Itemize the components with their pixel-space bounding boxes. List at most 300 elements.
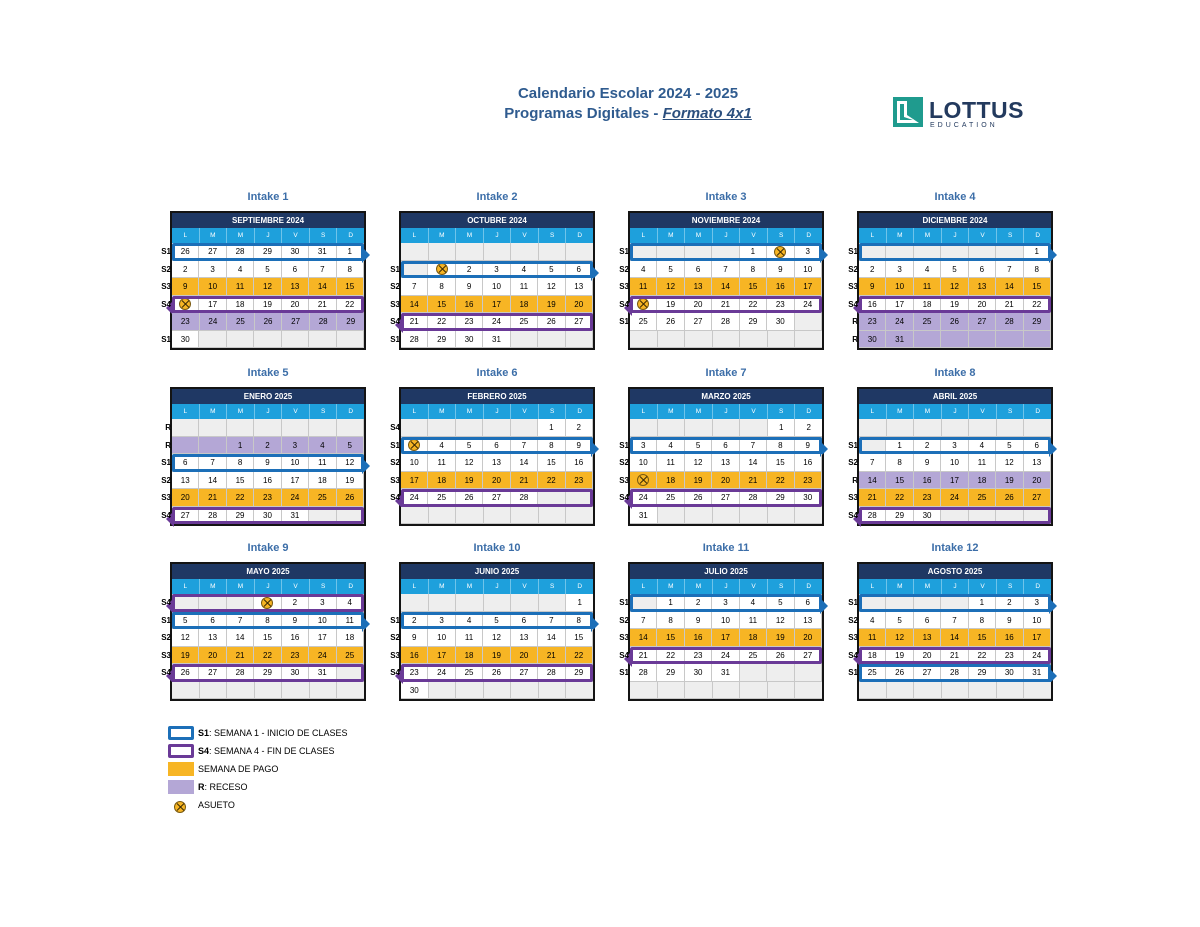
week-row [401, 594, 593, 612]
weekday-label: V [282, 579, 310, 594]
day-cell: 4 [309, 437, 336, 455]
day-cell: 24 [886, 313, 913, 331]
day-cell: 19 [685, 472, 712, 490]
week-label: S1 [848, 440, 858, 450]
day-cell: 23 [566, 472, 593, 490]
day-cell [282, 331, 309, 349]
weekday-label: D [1035, 583, 1041, 590]
weekday-label: S [768, 579, 796, 594]
week-row [619, 313, 822, 331]
day-cell [337, 331, 364, 349]
day-cell: 15 [428, 296, 455, 314]
day-cell: 13 [795, 612, 822, 630]
month-header: FEBRERO 2025 [401, 389, 593, 404]
weekday-header [859, 404, 1051, 419]
day-cell: 10 [483, 278, 510, 296]
weekday-label: L [401, 404, 429, 419]
day-cell: 26 [886, 664, 913, 682]
day-cell [254, 419, 281, 437]
logo-subtitle: EDUCATION [930, 122, 998, 129]
asueto-day [172, 296, 199, 314]
week-label: S2 [848, 458, 858, 467]
intake-title: Intake 10 [473, 542, 521, 554]
day-cell: 12 [172, 629, 199, 647]
day-cell: 30 [401, 682, 429, 700]
day-cell: 29 [566, 664, 593, 682]
day-cell [199, 594, 226, 612]
day-cell [740, 682, 768, 700]
asueto-day [401, 437, 428, 455]
week-row [630, 331, 822, 349]
day-cell: 4 [740, 594, 767, 612]
weekday-label: V [511, 404, 539, 419]
lottus-logo [893, 97, 1033, 131]
day-cell: 30 [172, 331, 199, 349]
day-cell [859, 419, 887, 437]
week-row [852, 313, 1051, 331]
day-cell [859, 243, 886, 261]
week-row [390, 419, 593, 437]
day-cell: 6 [969, 261, 996, 279]
day-cell: 7 [941, 612, 968, 630]
weekday-header [172, 228, 364, 243]
legend-key: S1 [198, 728, 210, 738]
legend-item [168, 778, 348, 796]
day-cell: 19 [767, 629, 794, 647]
asueto-day [428, 261, 455, 279]
weekday-label: L [859, 579, 887, 594]
day-cell: 24 [309, 647, 336, 665]
weekday-label: S [768, 404, 796, 419]
day-cell: 25 [859, 664, 886, 682]
day-cell: 4 [456, 612, 483, 630]
day-cell [969, 682, 997, 700]
day-cell: 7 [227, 612, 254, 630]
week-label: S1 [619, 247, 629, 256]
logo-name: LOTTUS [929, 97, 1024, 123]
day-cell: 5 [685, 437, 712, 455]
day-cell [768, 682, 796, 700]
day-cell: 6 [172, 454, 199, 472]
intake-title: Intake 11 [702, 542, 750, 554]
day-cell: 7 [740, 437, 767, 455]
day-cell: 19 [538, 296, 565, 314]
day-cell [172, 437, 199, 455]
day-cell: 3 [712, 594, 739, 612]
week-row [848, 594, 1051, 612]
day-cell: 31 [630, 507, 658, 525]
month-grid [848, 562, 1053, 701]
month-grid [848, 211, 1053, 350]
day-cell: 5 [767, 594, 794, 612]
day-cell: 13 [199, 629, 226, 647]
day-cell: 19 [996, 472, 1023, 490]
day-cell: 18 [914, 296, 941, 314]
week-label: S1 [619, 440, 629, 450]
day-cell: 10 [886, 278, 913, 296]
week-label: S3 [619, 633, 629, 642]
day-cell [282, 419, 309, 437]
day-cell [942, 419, 970, 437]
day-cell: 23 [282, 647, 309, 665]
day-cell: 23 [914, 489, 941, 507]
day-cell: 25 [969, 489, 996, 507]
weekday-label: V [282, 228, 310, 243]
week-label: S2 [161, 633, 171, 642]
day-cell: 6 [1024, 437, 1051, 455]
week-label: S4 [619, 299, 629, 309]
day-cell: 21 [740, 472, 767, 490]
day-cell: 28 [227, 243, 254, 261]
week-label: S4 [848, 510, 858, 520]
week-row [390, 454, 593, 472]
day-cell: 23 [859, 313, 886, 331]
day-cell [309, 331, 336, 349]
day-cell: 25 [740, 647, 767, 665]
day-cell [795, 682, 822, 700]
week-label: S3 [161, 493, 171, 502]
day-cell: 27 [795, 647, 822, 665]
subtitle-format: Formato 4x1 [662, 105, 752, 122]
weekday-label: V [969, 579, 997, 594]
legend-swatch-pago [168, 762, 194, 776]
week-row [161, 612, 364, 630]
day-cell: 16 [282, 629, 309, 647]
day-cell: 13 [1024, 454, 1051, 472]
day-cell: 3 [630, 437, 657, 455]
week-label: S4 [161, 510, 171, 520]
day-cell: 8 [767, 437, 794, 455]
week-row [848, 454, 1051, 472]
day-cell: 28 [511, 489, 538, 507]
week-label: S3 [619, 475, 629, 485]
week-label: R [165, 423, 171, 432]
day-cell: 5 [172, 612, 199, 630]
day-cell: 25 [630, 313, 657, 331]
day-cell: 11 [914, 278, 941, 296]
day-cell: 13 [282, 278, 309, 296]
day-cell: 30 [456, 331, 483, 349]
day-cell: 19 [483, 647, 510, 665]
day-cell [199, 437, 226, 455]
day-cell: 10 [428, 629, 455, 647]
day-cell: 22 [767, 472, 794, 490]
day-cell: 7 [538, 612, 565, 630]
day-cell: 30 [685, 664, 712, 682]
weekday-label: M [914, 404, 942, 419]
day-cell [969, 331, 996, 349]
day-cell: 7 [712, 261, 739, 279]
day-cell: 2 [795, 419, 822, 437]
day-cell [630, 331, 658, 349]
day-cell: 30 [795, 489, 822, 507]
day-cell [539, 594, 567, 612]
asueto-icon [174, 801, 186, 813]
day-cell: 6 [566, 261, 593, 279]
day-cell: 20 [1024, 472, 1051, 490]
day-cell: 15 [886, 472, 913, 490]
day-cell: 14 [712, 278, 739, 296]
week-label: S4 [161, 668, 171, 677]
day-cell: 3 [886, 261, 913, 279]
day-cell [429, 594, 457, 612]
day-cell: 10 [199, 278, 226, 296]
weekday-label: L [172, 404, 200, 419]
day-cell [713, 331, 741, 349]
day-cell: 24 [1024, 647, 1051, 665]
week-row [848, 507, 1051, 525]
week-row [390, 261, 593, 279]
day-cell [767, 664, 794, 682]
day-cell: 12 [456, 454, 483, 472]
day-cell: 6 [199, 612, 226, 630]
asueto-icon [637, 298, 649, 310]
day-cell [941, 507, 968, 525]
day-cell [484, 507, 512, 525]
day-cell: 8 [886, 454, 913, 472]
day-cell: 22 [538, 472, 565, 490]
day-cell: 2 [282, 594, 309, 612]
week-label: S1 [161, 458, 171, 467]
day-cell [914, 243, 941, 261]
weekday-label: V [740, 579, 768, 594]
day-cell [511, 594, 539, 612]
day-cell: 29 [254, 243, 281, 261]
intake-title: Intake 8 [934, 367, 976, 379]
day-cell [401, 419, 428, 437]
day-cell: 22 [969, 647, 996, 665]
day-cell: 21 [712, 296, 739, 314]
day-cell: 18 [511, 296, 538, 314]
day-cell: 26 [456, 489, 483, 507]
week-label: S1 [390, 334, 400, 344]
day-cell: 30 [767, 313, 794, 331]
weekday-header [172, 404, 364, 419]
day-cell: 21 [996, 296, 1023, 314]
weekday-header [172, 579, 364, 594]
day-cell: 16 [456, 296, 483, 314]
day-cell: 10 [712, 612, 739, 630]
legend-swatch-receso [168, 780, 194, 794]
day-cell: 3 [309, 594, 336, 612]
day-cell: 29 [227, 507, 254, 525]
day-cell: 8 [657, 612, 684, 630]
day-cell [337, 682, 364, 700]
asueto-day [630, 296, 657, 314]
day-cell: 27 [969, 313, 996, 331]
day-cell: 1 [566, 594, 593, 612]
day-cell [309, 419, 336, 437]
day-cell [401, 243, 429, 261]
week-row [390, 437, 593, 455]
day-cell: 10 [401, 454, 428, 472]
week-label: S3 [161, 650, 171, 660]
day-cell: 21 [538, 647, 565, 665]
week-label: S3 [390, 475, 400, 485]
day-cell [795, 313, 822, 331]
day-cell: 28 [630, 664, 657, 682]
day-cell [511, 243, 539, 261]
day-cell: 4 [511, 261, 538, 279]
day-cell: 31 [309, 243, 336, 261]
weekday-header [401, 228, 593, 243]
day-cell: 22 [428, 313, 455, 331]
week-row [619, 296, 822, 314]
weekday-label: V [282, 404, 310, 419]
day-cell [657, 243, 684, 261]
day-cell [685, 682, 713, 700]
weekday-label: L [859, 228, 887, 243]
day-cell: 22 [886, 489, 913, 507]
day-cell [538, 331, 565, 349]
day-cell: 9 [456, 278, 483, 296]
month-grid [848, 387, 1053, 526]
weekday-label: D [806, 232, 812, 239]
day-cell: 28 [859, 507, 886, 525]
day-cell: 15 [969, 629, 996, 647]
weekday-label: S [997, 404, 1025, 419]
day-cell: 25 [914, 313, 941, 331]
day-cell [511, 331, 538, 349]
day-cell: 31 [1024, 664, 1051, 682]
day-cell [768, 331, 796, 349]
week-row [848, 647, 1051, 665]
day-cell: 9 [685, 612, 712, 630]
day-cell: 22 [227, 489, 254, 507]
week-row [848, 612, 1051, 630]
week-row [848, 261, 1051, 279]
day-cell: 16 [254, 472, 281, 490]
weekday-label: V [969, 228, 997, 243]
weekday-label: J [484, 579, 512, 594]
day-cell: 28 [941, 664, 968, 682]
day-cell [996, 243, 1023, 261]
day-cell: 27 [566, 313, 593, 331]
week-row [390, 629, 593, 647]
week-row [165, 437, 364, 455]
day-cell [511, 507, 539, 525]
day-cell [566, 507, 593, 525]
week-row [161, 243, 364, 261]
week-label: S2 [390, 458, 400, 467]
weekday-label: M [200, 228, 228, 243]
day-cell [685, 419, 713, 437]
day-cell [227, 419, 254, 437]
week-label: S1 [619, 668, 629, 677]
day-cell [200, 682, 228, 700]
day-cell: 28 [538, 664, 565, 682]
weekday-header [630, 228, 822, 243]
weekday-label: M [429, 579, 457, 594]
day-cell: 24 [401, 489, 428, 507]
week-label: S3 [848, 282, 858, 291]
day-cell [969, 243, 996, 261]
day-cell: 12 [941, 278, 968, 296]
day-cell: 12 [483, 629, 510, 647]
week-label: S3 [848, 633, 858, 642]
weekday-label: L [401, 579, 429, 594]
day-cell [795, 507, 822, 525]
week-label: S1 [390, 440, 400, 450]
intake-title: Intake 5 [247, 367, 289, 379]
day-cell: 25 [456, 664, 483, 682]
week-label: R [852, 317, 858, 326]
month-header: MAYO 2025 [172, 564, 364, 579]
day-cell: 5 [996, 437, 1023, 455]
weekday-header [630, 579, 822, 594]
day-cell: 14 [996, 278, 1023, 296]
day-cell: 9 [566, 437, 593, 455]
asueto-day [630, 472, 657, 490]
day-cell: 25 [337, 647, 364, 665]
day-cell: 18 [428, 472, 455, 490]
week-row [848, 278, 1051, 296]
week-label: S2 [390, 282, 400, 291]
weekday-label: V [969, 404, 997, 419]
day-cell: 14 [309, 278, 336, 296]
day-cell: 26 [483, 664, 510, 682]
day-cell: 17 [483, 296, 510, 314]
day-cell: 15 [566, 629, 593, 647]
day-cell: 14 [511, 454, 538, 472]
day-cell [630, 243, 657, 261]
week-label: S1 [161, 334, 171, 344]
day-cell: 20 [172, 489, 199, 507]
day-cell: 1 [1024, 243, 1051, 261]
intake-title: Intake 6 [476, 367, 518, 379]
day-cell [429, 243, 457, 261]
asueto-day [767, 243, 794, 261]
day-cell: 6 [483, 437, 510, 455]
day-cell: 21 [859, 489, 886, 507]
day-cell: 31 [483, 331, 510, 349]
week-row [619, 243, 822, 261]
week-row [161, 629, 364, 647]
day-cell [685, 243, 712, 261]
day-cell: 25 [428, 489, 455, 507]
day-cell [969, 507, 996, 525]
day-cell: 8 [740, 261, 767, 279]
week-label: S3 [619, 282, 629, 291]
weekday-label: M [685, 579, 713, 594]
subtitle-prefix: Programas Digitales - [504, 105, 663, 122]
day-cell [740, 419, 768, 437]
day-cell: 4 [630, 261, 657, 279]
month-header: NOVIEMBRE 2024 [630, 213, 822, 228]
weekday-label: J [255, 228, 283, 243]
month-grid [390, 562, 595, 701]
legend [168, 724, 348, 814]
week-row [630, 419, 822, 437]
week-row [401, 682, 593, 700]
week-label: S1 [390, 615, 400, 625]
day-cell: 10 [630, 454, 657, 472]
day-cell: 11 [511, 278, 538, 296]
weekday-label: V [740, 228, 768, 243]
day-cell [401, 594, 429, 612]
day-cell [511, 419, 538, 437]
day-cell: 10 [941, 454, 968, 472]
week-row [619, 647, 822, 665]
legend-item [168, 724, 348, 742]
day-cell: 27 [172, 507, 199, 525]
weekday-header [630, 404, 822, 419]
weekday-label: M [658, 579, 686, 594]
day-cell: 2 [456, 261, 483, 279]
weekday-label: D [806, 408, 812, 415]
weekday-label: V [511, 228, 539, 243]
day-cell: 18 [456, 647, 483, 665]
